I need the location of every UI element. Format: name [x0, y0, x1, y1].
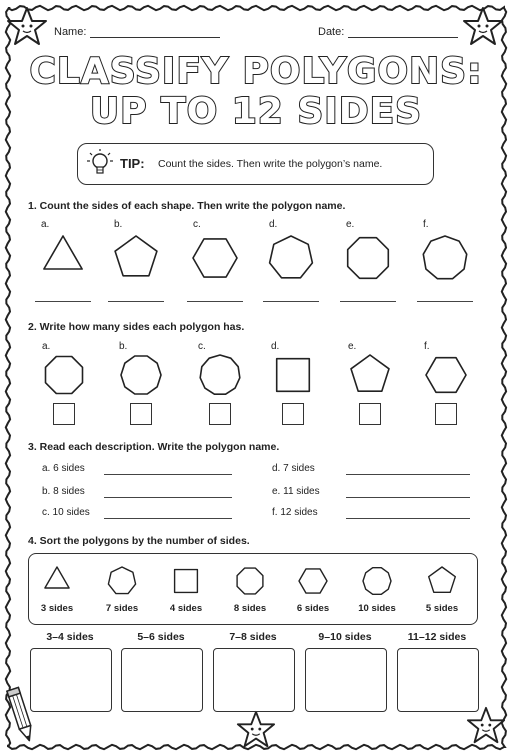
- description-item: a. 6 sides: [42, 463, 85, 474]
- octagon-outline: [348, 238, 389, 279]
- bin-heading: 9–10 sides: [318, 631, 372, 643]
- answer-line[interactable]: [104, 518, 232, 519]
- bin-heading: 5–6 sides: [137, 631, 185, 643]
- heptagon-outline: [270, 236, 313, 278]
- description-item: d. 7 sides: [272, 463, 315, 474]
- description-item: c. 10 sides: [42, 507, 90, 518]
- hexagon-shape: [295, 563, 331, 599]
- tip-label: TIP:: [120, 156, 145, 171]
- hexagon-shape: [422, 351, 470, 399]
- pentagon-shape: [424, 563, 460, 599]
- bin-heading: 3–4 sides: [46, 631, 94, 643]
- sort-bin[interactable]: [305, 648, 387, 712]
- answer-box[interactable]: [130, 403, 152, 425]
- nonagon-shape: [419, 232, 471, 284]
- hendecagon-shape: [196, 351, 244, 399]
- sort-bin[interactable]: [213, 648, 295, 712]
- pentagon-outline: [351, 355, 389, 391]
- answer-line[interactable]: [340, 301, 396, 302]
- hexagon-outline: [299, 569, 327, 593]
- shape-side-label: 5 sides: [425, 603, 459, 614]
- answer-line[interactable]: [346, 474, 470, 475]
- hexagon-outline: [426, 358, 466, 393]
- answer-line[interactable]: [346, 518, 470, 519]
- sort-bin[interactable]: [30, 648, 112, 712]
- shape-side-label: 8 sides: [233, 603, 267, 614]
- lightbulb-icon: [86, 147, 114, 181]
- octagon-shape: [342, 232, 394, 284]
- date-label: Date:: [318, 26, 345, 38]
- item-letter: a.: [42, 341, 51, 352]
- description-item: b. 8 sides: [42, 486, 85, 497]
- hexagon-outline: [193, 239, 237, 277]
- shape-side-label: 3 sides: [40, 603, 74, 614]
- pentagon-shape: [110, 232, 162, 284]
- item-letter: c.: [198, 341, 206, 352]
- item-letter: f.: [424, 341, 430, 352]
- item-letter: d.: [269, 219, 278, 230]
- name-field[interactable]: [90, 37, 220, 38]
- answer-box[interactable]: [435, 403, 457, 425]
- date-field[interactable]: [348, 37, 458, 38]
- pentagon-outline: [429, 567, 456, 592]
- section1-prompt: 1. Count the sides of each shape. Then write the polygon name.: [28, 200, 346, 212]
- answer-line[interactable]: [104, 474, 232, 475]
- item-letter: b.: [119, 341, 128, 352]
- description-item: e. 11 sides: [272, 486, 320, 497]
- triangle-shape: [39, 563, 75, 599]
- triangle-outline: [45, 567, 69, 588]
- star-icon: [236, 710, 276, 750]
- answer-box[interactable]: [209, 403, 231, 425]
- answer-box[interactable]: [282, 403, 304, 425]
- name-label: Name:: [54, 26, 87, 38]
- heptagon-outline: [108, 567, 135, 594]
- hexagon-shape: [189, 232, 241, 284]
- answer-line[interactable]: [187, 301, 243, 302]
- star-icon: [466, 706, 506, 746]
- answer-line[interactable]: [104, 497, 232, 498]
- decagon-outline: [363, 568, 391, 595]
- square-shape: [269, 351, 317, 399]
- sort-bin[interactable]: [121, 648, 203, 712]
- star-icon: [6, 6, 48, 48]
- item-letter: c.: [193, 219, 201, 230]
- item-letter: f.: [423, 219, 429, 230]
- answer-box[interactable]: [359, 403, 381, 425]
- section3-prompt: 3. Read each description. Write the polygon name.: [28, 441, 280, 453]
- shape-side-label: 4 sides: [169, 603, 203, 614]
- square-outline: [175, 570, 198, 593]
- item-letter: e.: [346, 219, 355, 230]
- item-letter: b.: [114, 219, 123, 230]
- description-item: f. 12 sides: [272, 507, 318, 518]
- tip-text: Count the sides. Then write the polygon’s name.: [158, 158, 383, 170]
- decagon-outline: [121, 356, 161, 394]
- answer-line[interactable]: [346, 497, 470, 498]
- triangle-outline: [44, 236, 82, 269]
- pentagon-outline: [115, 236, 157, 276]
- answer-line[interactable]: [263, 301, 319, 302]
- bin-heading: 7–8 sides: [229, 631, 277, 643]
- octagon-shape: [232, 563, 268, 599]
- page-title-line1: CLASSIFY POLYGONS:: [29, 51, 483, 92]
- hendecagon-outline: [200, 355, 240, 394]
- item-letter: d.: [271, 341, 280, 352]
- shape-side-label: 7 sides: [105, 603, 139, 614]
- shape-side-label: 10 sides: [358, 603, 396, 614]
- answer-box[interactable]: [53, 403, 75, 425]
- octagon-outline: [237, 568, 263, 594]
- bin-heading: 11–12 sides: [407, 631, 467, 643]
- square-outline: [277, 359, 310, 392]
- heptagon-shape: [104, 563, 140, 599]
- decagon-shape: [117, 351, 165, 399]
- answer-line[interactable]: [108, 301, 164, 302]
- triangle-shape: [37, 232, 89, 284]
- octagon-shape: [40, 351, 88, 399]
- section2-prompt: 2. Write how many sides each polygon has.: [28, 321, 245, 333]
- square-shape: [168, 563, 204, 599]
- decagon-shape: [359, 563, 395, 599]
- heptagon-shape: [265, 232, 317, 284]
- shape-side-label: 6 sides: [296, 603, 330, 614]
- item-letter: e.: [348, 341, 357, 352]
- answer-line[interactable]: [35, 301, 91, 302]
- page-title-line2: UP TO 12 SIDES: [89, 91, 423, 132]
- pentagon-shape: [346, 351, 394, 399]
- nonagon-outline: [423, 236, 466, 279]
- sort-bin[interactable]: [397, 648, 479, 712]
- octagon-outline: [46, 357, 83, 394]
- section4-prompt: 4. Sort the polygons by the number of sides.: [28, 535, 250, 547]
- star-icon: [462, 6, 504, 48]
- tip-box: [77, 143, 434, 185]
- answer-line[interactable]: [417, 301, 473, 302]
- item-letter: a.: [41, 219, 50, 230]
